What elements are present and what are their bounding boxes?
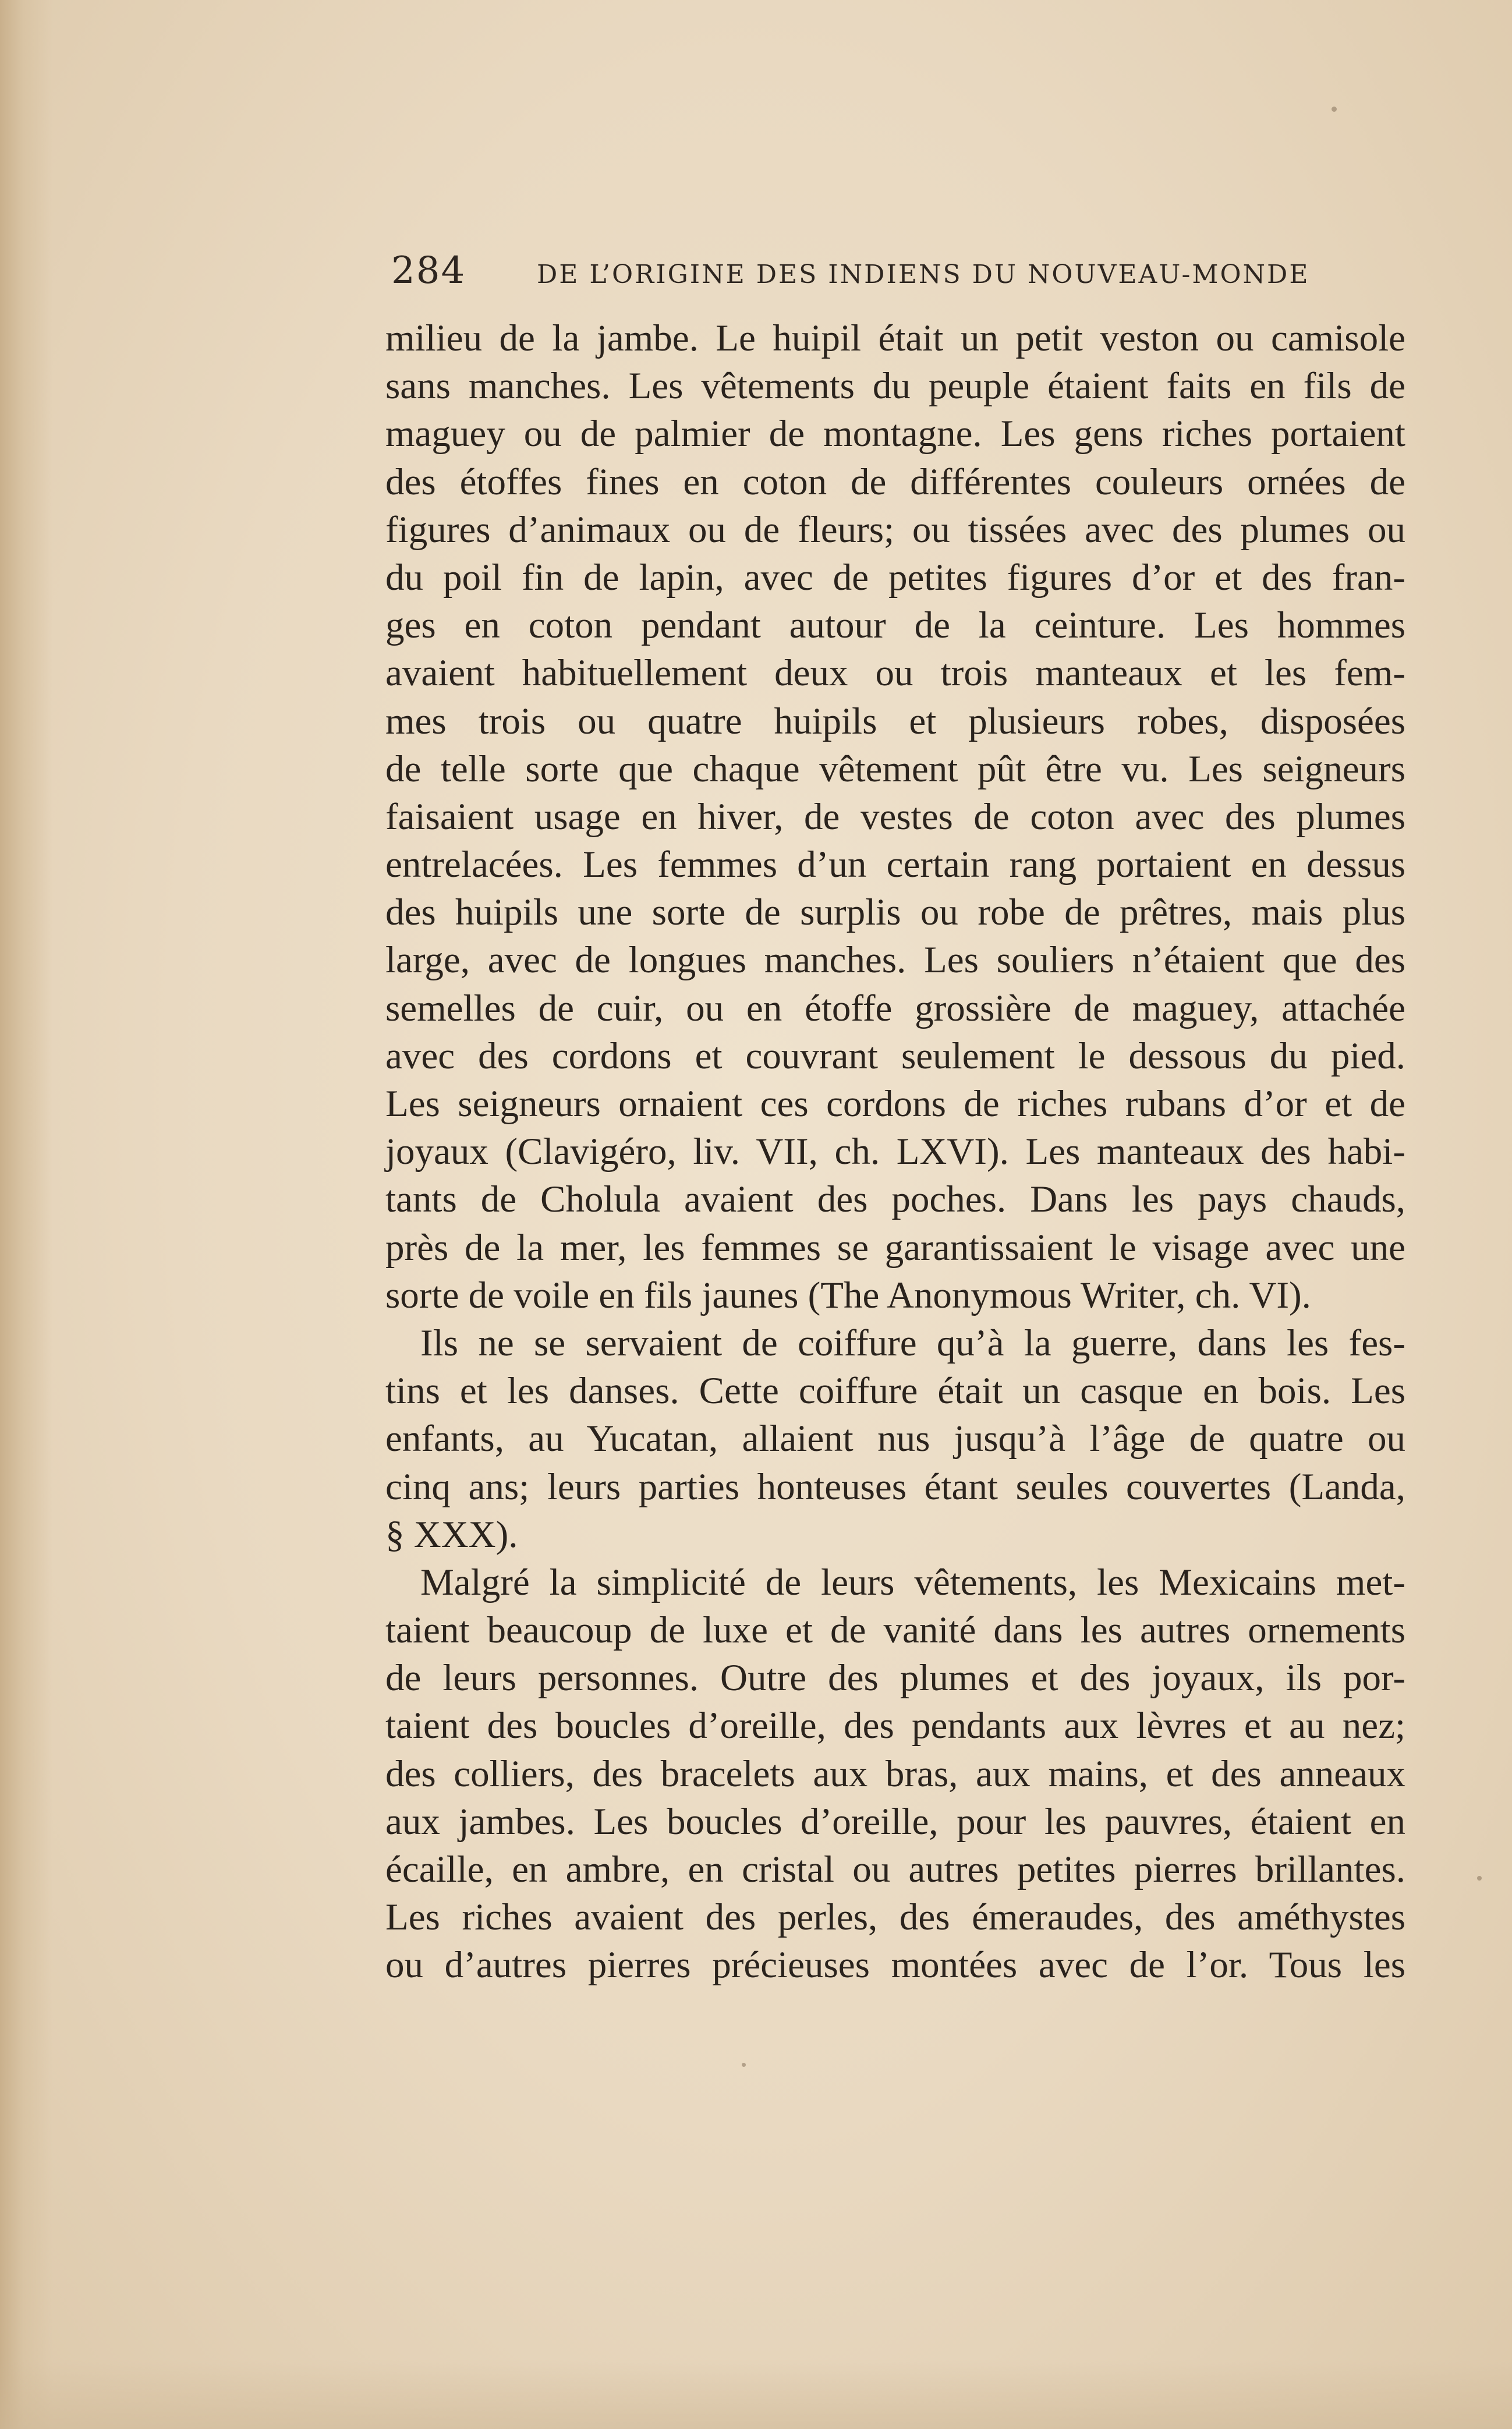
text-line: avaient habituellement deux ou trois manteaux et les fem- bbox=[385, 652, 1405, 695]
page-edge-shadow bbox=[0, 0, 52, 2429]
text-line: figures d’animaux ou de fleurs; ou tissées avec des plumes ou bbox=[385, 508, 1405, 551]
page-number: 284 bbox=[391, 249, 466, 292]
text-line: ou d’autres pierres précieuses montées avec de l’or. Tous les bbox=[385, 1944, 1405, 1987]
text-line: aux jambes. Les boucles d’oreille, pour les pauvres, étaient en bbox=[385, 1800, 1405, 1843]
paper-speck bbox=[1477, 1876, 1482, 1881]
text-line: Malgré la simplicité de leurs vêtements, les Mexicains met- bbox=[420, 1561, 1405, 1603]
text-line: près de la mer, les femmes se garantissaient le visage avec une bbox=[385, 1226, 1405, 1269]
text-line: des étoffes fines en coton de différentes couleurs ornées de bbox=[385, 461, 1405, 503]
text-line: maguey ou de palmier de montagne. Les gens riches portaient bbox=[385, 413, 1405, 455]
text-line: ges en coton pendant autour de la ceinture. Les hommes bbox=[385, 604, 1405, 647]
text-line: avec des cordons et couvrant seulement le dessous du pied. bbox=[385, 1035, 1405, 1077]
paragraph-3 bbox=[385, 1559, 1405, 1989]
paper-speck bbox=[1332, 107, 1337, 112]
text-line: enfants, au Yucatan, allaient nus jusqu’à l’âge de quatre ou bbox=[385, 1418, 1405, 1460]
text-line: sorte de voile en fils jaunes (The Anonymous Writer, ch. VI). bbox=[385, 1274, 1311, 1316]
text-line: large, avec de longues manches. Les souliers n’étaient que des bbox=[385, 939, 1405, 982]
text-line: § XXX). bbox=[385, 1513, 518, 1556]
text-line: sans manches. Les vêtements du peuple étaient faits en fils de bbox=[385, 365, 1405, 408]
text-line: du poil fin de lapin, avec de petites figures d’or et des fran- bbox=[385, 556, 1405, 599]
body-text bbox=[385, 314, 1405, 1989]
text-line: faisaient usage en hiver, de vestes de coton avec des plumes bbox=[385, 795, 1405, 838]
text-line: de telle sorte que chaque vêtement pût être vu. Les seigneurs bbox=[385, 748, 1405, 790]
text-line: milieu de la jambe. Le huipil était un petit veston ou camisole bbox=[385, 317, 1405, 359]
text-line: joyaux (Clavigéro, liv. VII, ch. LXVI). Les manteaux des habi- bbox=[385, 1131, 1405, 1173]
running-title: DE L’ORIGINE DES INDIENS DU NOUVEAU-MONDE bbox=[537, 260, 1310, 289]
text-line: mes trois ou quatre huipils et plusieurs robes, disposées bbox=[385, 700, 1405, 742]
text-line: Les riches avaient des perles, des émeraudes, des améthystes bbox=[385, 1896, 1405, 1939]
text-line: Les seigneurs ornaient ces cordons de riches rubans d’or et de bbox=[385, 1083, 1405, 1125]
text-line: de leurs personnes. Outre des plumes et des joyaux, ils por- bbox=[385, 1657, 1405, 1699]
text-line: taient beaucoup de luxe et de vanité dans les autres ornements bbox=[385, 1609, 1405, 1652]
text-line: des huipils une sorte de surplis ou robe de prêtres, mais plus bbox=[385, 891, 1405, 934]
running-header bbox=[391, 243, 1404, 307]
text-line: tins et les danses. Cette coiffure était un casque en bois. Les bbox=[385, 1370, 1405, 1412]
text-line: Ils ne se servaient de coiffure qu’à la guerre, dans les fes- bbox=[420, 1322, 1405, 1364]
paragraph-1 bbox=[385, 314, 1405, 1319]
page-bottom-shadow bbox=[0, 2359, 1512, 2429]
text-line: écaille, en ambre, en cristal ou autres petites pierres brillantes. bbox=[385, 1849, 1405, 1890]
text-line: semelles de cuir, ou en étoffe grossière de maguey, attachée bbox=[385, 987, 1405, 1029]
text-line: taient des boucles d’oreille, des pendants aux lèvres et au nez; bbox=[385, 1705, 1405, 1747]
text-line: entrelacées. Les femmes d’un certain rang portaient en dessus bbox=[385, 844, 1405, 886]
text-line: cinq ans; leurs parties honteuses étant seules couvertes (Landa, bbox=[385, 1465, 1405, 1508]
text-line: tants de Cholula avaient des poches. Dans les pays chauds, bbox=[385, 1178, 1405, 1221]
paper-speck bbox=[742, 2063, 746, 2067]
paragraph-2 bbox=[385, 1319, 1405, 1559]
text-line: des colliers, des bracelets aux bras, aux mains, et des anneaux bbox=[385, 1752, 1405, 1795]
